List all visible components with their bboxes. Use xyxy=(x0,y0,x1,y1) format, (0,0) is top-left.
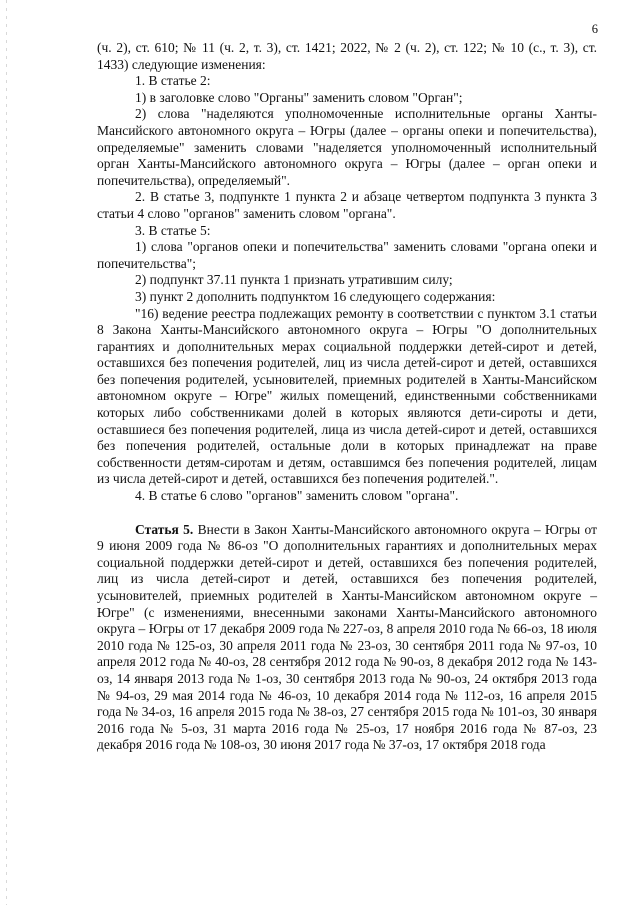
paragraph-subitem-3-1: 1) слова "органов опеки и попечительства" заменить словами "органа опеки и попечительства"; xyxy=(97,239,597,271)
scan-edge-artifact xyxy=(6,0,7,905)
paragraph-item-4: 4. В статье 6 слово "органов" заменить словом "органа". xyxy=(135,488,459,504)
paragraph-subitem-1-1: 1) в заголовке слово "Органы" заменить словом "Орган"; xyxy=(135,89,463,105)
paragraph-item-1: 1. В статье 2: xyxy=(135,73,211,89)
article-5-paragraph xyxy=(97,522,597,754)
paragraph-quoted-16: "16) ведение реестра подлежащих ремонту в соответствии с пунктом 3.1 статьи 8 Закона Ханты-Мансийского автономного округа – Югры "О дополнительных гарантиях и дополнительных мерах социальной поддержки детей-сирот и детей, оставшихся без попечения родителей, лиц из числа детей-сирот и детей, оставшихся без попечения родителей, усыновителей, приемных родителей в Ханты-Мансийском автономном округе – Югре" жилых помещений, единственными собственниками которых либо собственниками долей в которых являются дети-сироты и дети, оставшиеся без попечения родителей, лица из числа детей-сирот и детей, оставшихся без попечения родителей, остальные доли в которых принадлежат на праве собственности детям-сиротам и детям, оставшимся без попечения родителей, лицам из числа детей-сирот и детей, оставшихся без попечения родителей.". xyxy=(97,305,597,487)
page-number: 6 xyxy=(591,22,598,36)
article-5-text: Внести в Закон Ханты-Мансийского автономного округа – Югры от 9 июня 2009 года № 86-оз "О дополнительных гарантиях и дополнительных мерах социальной поддержки детей-сирот и детей, оставшихся без попечения родителей, лиц из числа детей-сирот и детей, оставшихся без попечения родителей, усыновителей, приемных родителей в Ханты-Мансийском автономном округе – Югре" (с изменениями, внесенными законами Ханты-Мансийского автономного округа – Югры от 17 декабря 2009 года № 227-оз, 8 апреля 2010 года № 66-оз, 18 июля 2010 года № 125-оз, 30 апреля 2011 года № 23-оз, 30 сентября 2011 года № 97-оз, 10 апреля 2012 года № 40-оз, 28 сентября 2012 года № 90-оз, 8 декабря 2012 года № 143-оз, 14 января 2013 года № 1-оз, 30 сентября 2013 года № 90-оз, 24 октября 2013 года № 94-оз, 29 мая 2014 года № 46-оз, 10 декабря 2014 года № 112-оз, 16 апреля 2015 года № 34-оз, 16 апреля 2015 года № 38-оз, 27 сентября 2015 года № 101-оз, 30 января 2016 года № 5-оз, 31 марта 2016 года № 25-оз, 17 ноября 2016 года № 87-оз, 23 декабря 2016 года № 108-оз, 30 июня 2017 года № 37-оз, 17 октября 2018 года xyxy=(97,521,597,753)
paragraph-continuation: (ч. 2), ст. 610; № 11 (ч. 2, т. 3), ст. 1421; 2022, № 2 (ч. 2), ст. 122; № 10 (с., т. 3), ст. 1433) следующие изменения: xyxy=(97,40,597,72)
paragraph-subitem-3-3: 3) пункт 2 дополнить подпунктом 16 следующего содержания: xyxy=(135,288,496,304)
paragraph-item-2: 2. В статье 3, подпункте 1 пункта 2 и абзаце четвертом подпункта 3 пункта 3 статьи 4 слово "органов" заменить словом "органа". xyxy=(97,189,597,221)
paragraph-subitem-3-2: 2) подпункт 37.11 пункта 1 признать утратившим силу; xyxy=(135,272,453,288)
paragraph-subitem-1-2: 2) слова "наделяются уполномоченные исполнительные органы Ханты-Мансийского автономного округа – Югры (далее – органы опеки и попечительства), определяемые" заменить словами "наделяется уполномоченный исполнительный орган Ханты-Мансийского автономного округа – Югры (далее – орган опеки и попечительства), определяемый". xyxy=(97,106,597,188)
section-gap xyxy=(97,505,597,522)
article-5-title: Статья 5. xyxy=(135,521,194,537)
paragraph-item-3: 3. В статье 5: xyxy=(135,222,211,238)
document-body xyxy=(97,40,597,754)
